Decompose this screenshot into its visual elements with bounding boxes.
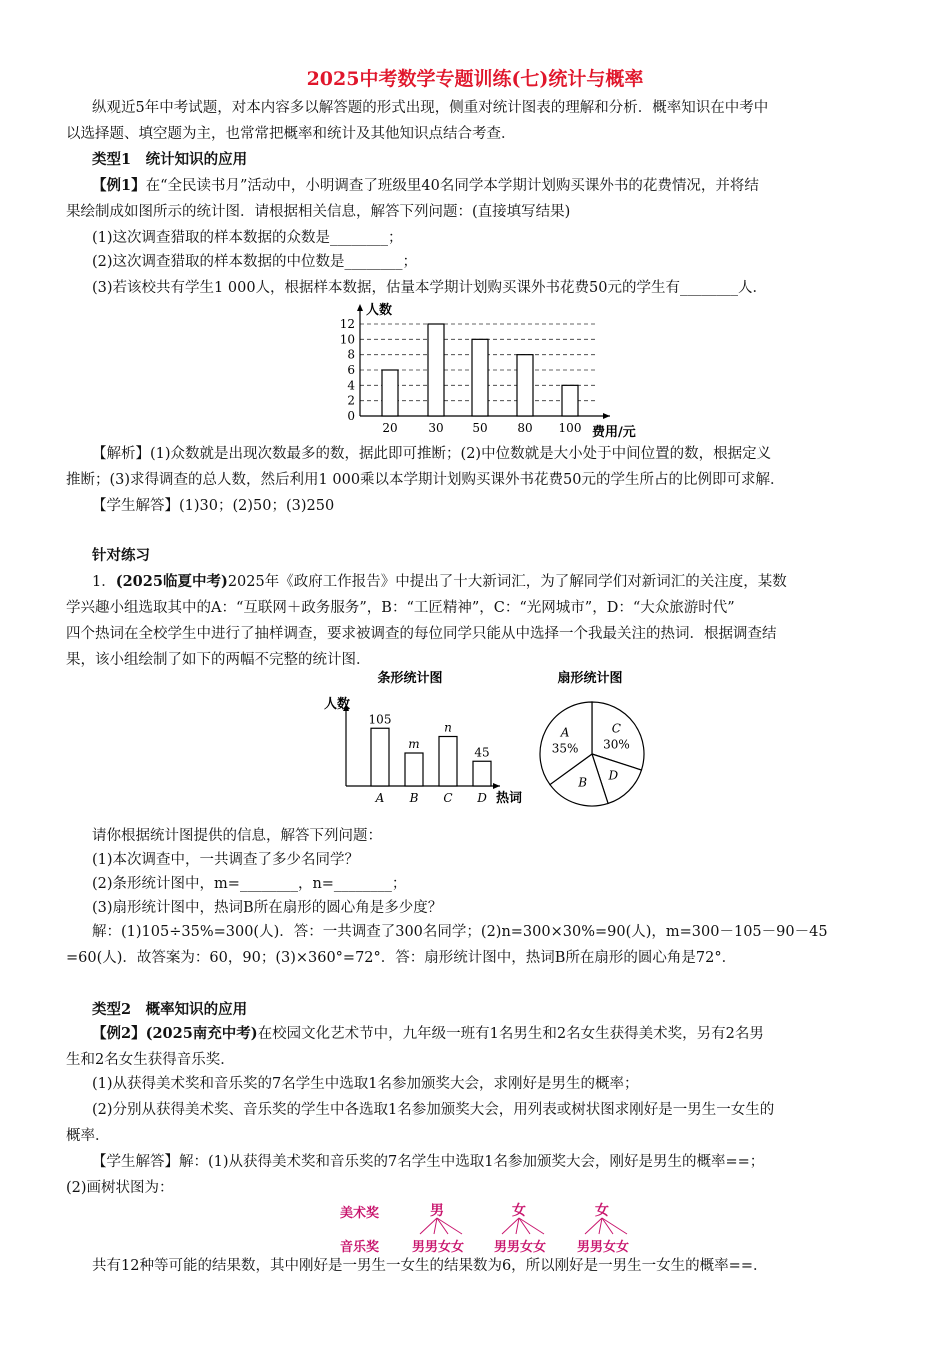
ex1-answer: 【学生解答】(1)30；(2)50；(3)250 [92,498,335,514]
x-tick-label: D [477,791,487,805]
bar [382,370,398,416]
y-tick-label: 2 [347,393,355,408]
intro-line-2: 以选择题、填空题为主，也常常把概率和统计及其他知识点结合考查． [66,126,516,142]
tree-leaves-1: 男男女女 [412,1240,465,1255]
slice-label: A [560,725,570,740]
ex1-q3: (3)若该校共有学生1 000人，根据样本数据，估量本学期计划购买课外书花费50元的学生有________人． [92,280,767,296]
p1-text: 2025年《政府工作报告》中提出了十大新词汇，为了解同学们对新词汇的关注度，某数 [227,574,787,590]
chart-title: 扇形统计图 [557,671,623,686]
bar [405,753,423,786]
ex1-analysis-2: 推断；(3)求得调查的总人数，然后利用1 000乘以本学期计划购买课外书花费50元的学生所占的比例即可求解． [66,472,785,488]
p1-line-1 [92,572,787,592]
p1-line-3: 四个热词在全校学生中进行了抽样调查，要求被调查的每位同学只能从中选择一个我最关注的热词．根据调查结 [66,626,777,642]
ex2-q1: (1)从获得美术奖和音乐奖的7名学生中选取1名参加颁奖大会，求刚好是男生的概率； [92,1076,639,1092]
bar [473,761,491,786]
ex1-analysis-1: 【解析】(1)众数就是出现次数最多的数，据此即可推断；(2)中位数就是大小处于中间位置的数，根据定义 [92,446,772,462]
p1-q1: (1)本次调查中，一共调查了多少名同学？ [92,852,360,868]
x-tick-label: B [409,791,419,805]
type2-heading: 类型2 概率知识的应用 [92,1001,248,1018]
x-tick-label: 50 [472,421,488,435]
x-tick-label: 80 [517,421,533,435]
bar-data-label: 105 [368,712,392,727]
chart-title: 条形统计图 [377,671,443,686]
p1-line-4: 果，该小组绘制了如下的两幅不完整的统计图． [66,652,371,668]
bar [428,324,444,416]
ex2-source: (2025南充中考) [145,1025,258,1042]
page-title: 2025中考数学专题训练(七)统计与概率 [306,68,644,90]
y-tick-label: 8 [347,347,355,362]
ex1-line-1 [92,176,759,196]
tree-diagram [340,1198,660,1258]
x-tick-label: C [443,791,453,805]
bar [439,737,457,787]
tree-row1-label: 美术奖 [340,1206,380,1221]
bar [562,385,578,416]
ex2-q2-line-2: 概率． [66,1128,110,1144]
practice-heading: 针对练习 [92,547,150,564]
bar [517,355,533,416]
tree-node-top-3: 女 [595,1203,609,1219]
p1-solution-1: 解：(1)105÷35%=300(人)．答：一共调查了300名同学；(2)n=300×30%=90(人)，m=300－105－90－45 [92,924,828,940]
p1-q2: (2)条形统计图中，m=________，n=________； [92,876,407,892]
x-axis-label: 费用/元 [592,425,636,440]
intro-line-1: 纵观近5年中考试题，对本内容多以解答题的形式出现，侧重对统计图表的理解和分析．概率知识在中考中 [92,100,769,116]
ex2-answer-2: (2)画树状图为： [66,1180,174,1196]
bar-data-label: n [444,720,452,735]
tree-node-top-1: 男 [430,1203,444,1219]
hotword-bar-chart [322,668,527,818]
p1-number: 1． [92,574,116,590]
y-tick-label: 12 [339,317,355,331]
ex1-q1: (1)这次调查猎取的样本数据的众数是________； [92,230,403,246]
ex2-label: 【例2】 [92,1025,146,1042]
tree-row2-label: 音乐奖 [340,1240,380,1255]
ex1-label: 【例1】 [92,177,146,194]
x-tick-label: A [375,791,385,805]
bar [371,728,389,786]
y-tick-label: 6 [347,363,355,377]
x-tick-label: 30 [428,421,444,435]
ex1-text: 在“全民读书月”活动中，小明调查了班级里40名同学本学期计划购买课外书的花费情况，并将结 [145,178,759,194]
p1-source: (2025临夏中考) [115,573,228,590]
ex2-text: 在校园文化艺术节中，九年级一班有1名男生和2名女生获得美术奖，另有2名男 [257,1026,764,1042]
tree-leaves-3: 男男女女 [577,1240,630,1255]
p1-prompt: 请你根据统计图提供的信息，解答下列问题： [92,828,382,844]
ex2-line-2: 生和2名女生获得音乐奖． [66,1052,235,1068]
slice-label: B [578,775,588,790]
y-tick-label: 4 [347,378,355,393]
slice-label: D [608,768,619,783]
bar [472,339,488,416]
y-tick-label: 0 [347,409,355,423]
x-tick-label: 100 [558,421,582,435]
x-axis-arrow [603,413,610,419]
type1-heading: 类型1 统计知识的应用 [92,151,248,168]
ex2-line-1 [92,1024,764,1044]
y-axis-arrow [357,304,363,311]
y-tick-label: 10 [339,332,355,347]
y-axis-label: 人数 [366,303,393,318]
slice-percent: 35% [551,741,579,756]
bar-data-label: 45 [474,745,490,760]
ex1-q2: (2)这次调查猎取的样本数据的中位数是________； [92,254,418,270]
slice-label: C [611,721,621,736]
x-axis-label: 热词 [496,791,523,806]
p1-q3: (3)扇形统计图中，热词B所在扇形的圆心角是多少度？ [92,900,443,916]
slice-percent: 30% [603,737,630,752]
ex2-q2-line-1: (2)分别从获得美术奖、音乐奖的学生中各选取1名参加颁奖大会，用列表或树状图求刚好是一男生一女生的 [92,1102,775,1118]
p1-solution-2: =60(人)．故答案为：60，90；(3)×360°=72°．答：扇形统计图中，热词B所在扇形的圆心角是72°． [66,950,737,966]
ex1-line-2: 果绘制成如图所示的统计图．请根据相关信息，解答下列问题：(直接填写结果) [66,204,571,220]
ex2-answer-1: 【学生解答】解：(1)从获得美术奖和音乐奖的7名学生中选取1名参加颁奖大会，刚好是男生的概率==； [92,1154,765,1170]
bar-data-label: m [408,737,420,751]
hotword-pie-chart [530,668,660,818]
p1-line-2: 学兴趣小组选取其中的A：“互联网＋政务服务”，B：“工匠精神”，C：“光网城市”，D：“大众旅游时代” [66,600,735,616]
tree-node-top-2: 女 [512,1203,526,1219]
y-axis-label: 人数 [324,697,351,712]
x-axis-arrow [493,783,500,789]
x-tick-label: 20 [382,421,398,435]
tree-leaves-2: 男男女女 [494,1240,547,1255]
ex2-final: 共有12种等可能的结果数，其中刚好是一男生一女生的结果数为6，所以刚好是一男生一女生的概率==． [92,1258,768,1274]
cost-bar-chart [320,300,660,440]
